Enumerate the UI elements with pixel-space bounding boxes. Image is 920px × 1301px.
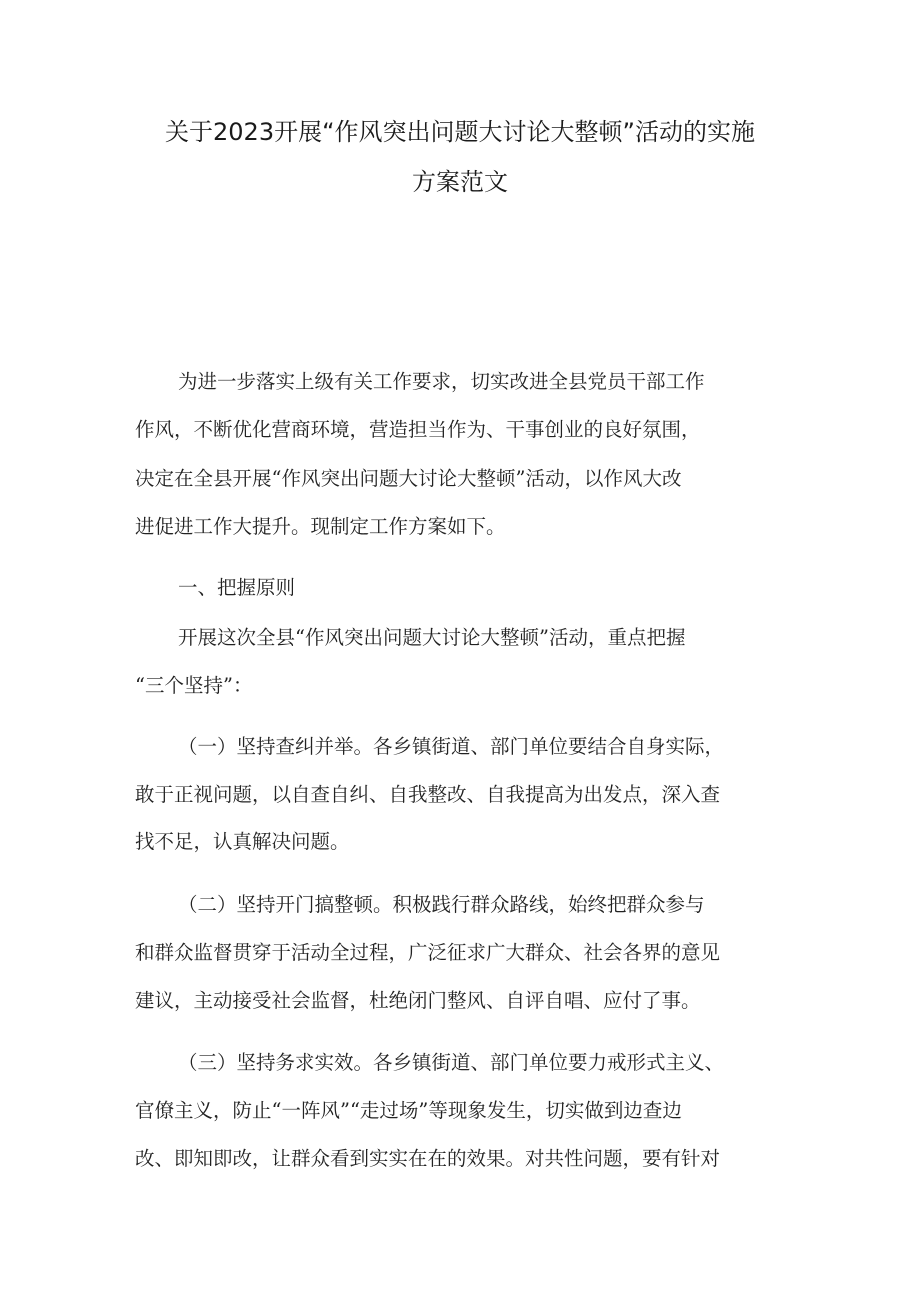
paragraph-line: 作风，不断优化营商环境，营造担当作为、干事创业的良好氛围， — [135, 418, 701, 441]
paragraph-line: （三）坚持务求实效。各乡镇街道、部门单位要力戒形式主义、 — [178, 1051, 725, 1074]
paragraph-line: 决定在全县开展“作风突出问题大讨论大整顿”活动，以作风大改 — [135, 467, 682, 490]
paragraph-line: 和群众监督贯穿于活动全过程，广泛征求广大群众、社会各界的意见 — [135, 941, 721, 964]
document-title-line-2: 方案范文 — [412, 168, 508, 196]
paragraph-line: （一）坚持查纠并举。各乡镇街道、部门单位要结合自身实际， — [178, 735, 725, 758]
paragraph-line: （二）坚持开门搞整顿。积极践行群众路线，始终把群众参与 — [178, 893, 705, 916]
paragraph-line: 建议，主动接受社会监督，杜绝闭门整风、自评自唱、应付了事。 — [135, 989, 701, 1012]
paragraph-line: 官僚主义，防止“一阵风”“走过场”等现象发生，切实做到边查边 — [135, 1099, 682, 1122]
document-title-line-1: 关于2023开展“作风突出问题大讨论大整顿”活动的实施 — [165, 118, 755, 146]
section-heading: 一、把握原则 — [178, 576, 296, 599]
paragraph-line: 敢于正视问题，以自查自纠、自我整改、自我提高为出发点，深入查 — [135, 783, 721, 806]
paragraph-line: 为进一步落实上级有关工作要求，切实改进全县党员干部工作 — [178, 370, 705, 393]
paragraph-line: 进促进工作大提升。现制定工作方案如下。 — [135, 515, 506, 538]
paragraph-line: 开展这次全县“作风突出问题大讨论大整顿”活动，重点把握 — [178, 626, 686, 649]
paragraph-line: 找不足，认真解决问题。 — [135, 830, 350, 853]
paragraph-line: “三个坚持”： — [135, 674, 253, 697]
paragraph-line: 改、即知即改，让群众看到实实在在的效果。对共性问题，要有针对 — [135, 1147, 721, 1170]
